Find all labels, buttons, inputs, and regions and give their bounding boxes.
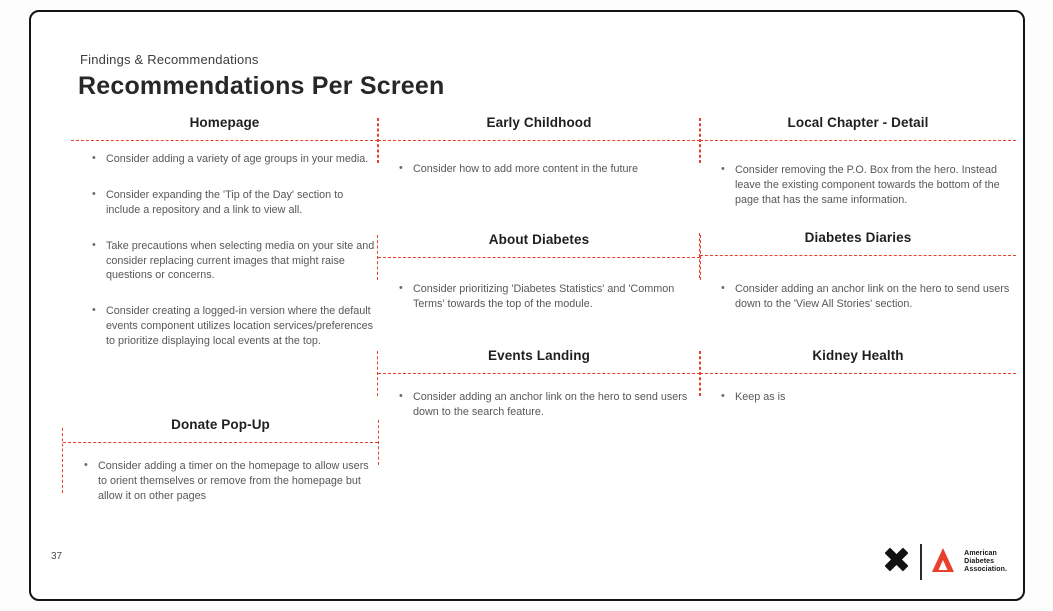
section-title: About Diabetes xyxy=(488,232,590,247)
brand-line: Association. xyxy=(964,566,1007,574)
slide xyxy=(29,10,1025,601)
section-title: Early Childhood xyxy=(486,115,592,130)
footer-brand xyxy=(882,544,1007,580)
bullet-item: • Consider adding a timer on the homepage to allow users to orient themselves or remove from the homepage but allow it on other pages xyxy=(63,459,378,504)
bullet-list xyxy=(378,390,700,420)
bullet-list xyxy=(700,163,1016,208)
section-underline xyxy=(378,140,700,141)
bullet-item: • Keep as is xyxy=(700,390,1016,405)
bullet-item: • Take precautions when selecting media on your site and consider replacing current images that might raise questions or concerns. xyxy=(71,239,378,284)
brand-text xyxy=(964,550,1007,575)
section-underline xyxy=(700,255,1016,256)
page-number: 37 xyxy=(51,551,63,562)
brand-line: Diabetes xyxy=(964,557,995,565)
section-about-diabetes xyxy=(378,232,700,333)
section-underline xyxy=(378,257,700,258)
bullet-list xyxy=(71,152,378,349)
bullet-item: • Consider removing the P.O. Box from the hero. Instead leave the existing component towards the bottom of the page that has the same information. xyxy=(700,163,1016,208)
section-underline xyxy=(700,373,1016,374)
section-title: Diabetes Diaries xyxy=(804,230,912,245)
section-title: Homepage xyxy=(189,115,260,130)
bullet-item: • Consider adding a variety of age groups in your media. xyxy=(71,152,378,167)
section-title: Kidney Health xyxy=(812,348,904,363)
brand-line: American xyxy=(964,549,997,557)
bullet-item: • Consider prioritizing 'Diabetes Statistics' and 'Common Terms' towards the top of the module. xyxy=(378,282,700,312)
bullet-list xyxy=(378,282,700,312)
slide-eyebrow: Findings & Recommendations xyxy=(80,52,259,67)
bullet-list xyxy=(700,390,1016,405)
bullet-item: • Consider expanding the 'Tip of the Day' section to include a repository and a link to view all. xyxy=(71,188,378,218)
section-homepage xyxy=(71,115,378,370)
x-logo-icon xyxy=(882,545,911,579)
bullet-item: • Consider how to add more content in the future xyxy=(378,162,700,177)
bullet-item: • Consider creating a logged-in version where the default events component utilizes location services/preferences to prioritize displaying local events at the top. xyxy=(71,304,378,349)
brand-divider xyxy=(920,544,922,580)
page-title: Recommendations Per Screen xyxy=(78,72,445,100)
section-title: Donate Pop-Up xyxy=(171,417,270,432)
bullet-item: • Consider adding an anchor link on the hero to send users down to the search feature. xyxy=(378,390,700,420)
ada-logo-icon xyxy=(931,547,955,578)
section-underline xyxy=(71,140,378,141)
section-underline xyxy=(378,373,700,374)
section-donate-pop-up xyxy=(63,417,378,525)
section-local-chapter-detail xyxy=(700,115,1016,229)
section-events-landing xyxy=(378,348,700,441)
section-diabetes-diaries xyxy=(700,230,1016,333)
section-title: Events Landing xyxy=(488,348,590,363)
bullet-list xyxy=(63,459,378,504)
section-underline xyxy=(700,140,1016,141)
bullet-list xyxy=(378,162,700,177)
bullet-list xyxy=(700,282,1016,312)
section-early-childhood xyxy=(378,115,700,198)
section-underline xyxy=(63,442,378,443)
bullet-item: • Consider adding an anchor link on the hero to send users down to the 'View All Stories' section. xyxy=(700,282,1016,312)
section-title: Local Chapter - Detail xyxy=(787,115,929,130)
section-kidney-health xyxy=(700,348,1016,426)
